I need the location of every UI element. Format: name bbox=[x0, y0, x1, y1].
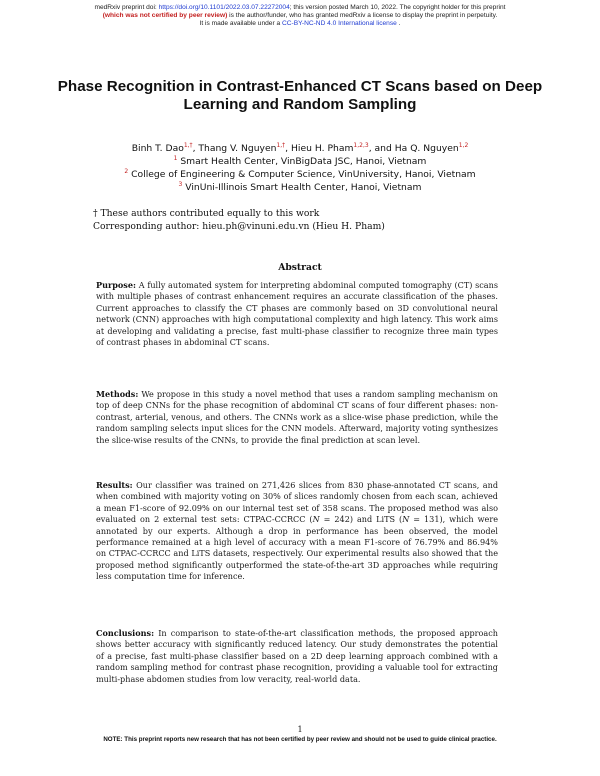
header-suffix: ; this version posted March 10, 2022. The copyright holder for this preprint bbox=[289, 4, 506, 11]
results-label: Results: bbox=[96, 480, 133, 490]
author-affiliation-mark: 1,† bbox=[183, 142, 193, 149]
purpose-text: A fully automated system for interpreting abdominal computed tomography (CT) scans with multiple phases of contrast enhancement requires an accurate classification of the phases. Current approaches to classify the CT phases are commonly based on 3D convolutional neural network (CNN) approaches with high computational complexity and high latency. This work aims at developing and validating a precise, fast multi-phase classifier to recognize three main types of contrast phases in abdominal CT scans. bbox=[96, 280, 498, 348]
doi-link[interactable]: https://doi.org/10.1101/2022.03.07.22272004 bbox=[158, 4, 290, 11]
preprint-header-line-3 bbox=[0, 20, 600, 28]
paper-title: Phase Recognition in Contrast-Enhanced CT Scans based on Deep Learning and Random Sampling bbox=[57, 78, 543, 113]
affiliation-3 bbox=[40, 178, 560, 194]
affiliation-number: 1 bbox=[173, 155, 178, 162]
preprint-header-line-2 bbox=[0, 12, 600, 20]
license-link[interactable]: CC-BY-NC-ND 4.0 International license bbox=[281, 20, 397, 27]
author-affiliation-mark: 1,† bbox=[276, 142, 286, 149]
methods-text: We propose in this study a novel method that uses a random sampling mechanism on top of deep CNNs for the phase recognition of abdominal CT scans of four different phases: non-contrast, arterial, venous, and others. The CNNs work as a slice-wise phase prediction, while the random sampling selects input slices for the CNN models. Afterward, majority voting synthesizes the slice-wise results of the CNNs, to provide the final prediction at scan level. bbox=[96, 389, 498, 445]
author-affiliation-mark: 1,2 bbox=[458, 142, 469, 149]
header-suffix-3: . bbox=[396, 20, 401, 27]
author-name: , Thang V. Nguyen bbox=[192, 143, 277, 154]
methods-label: Methods: bbox=[96, 389, 139, 399]
header-prefix-3: It is made available under a bbox=[199, 20, 282, 27]
conclusions-label: Conclusions: bbox=[96, 628, 155, 638]
affiliation-text: Smart Health Center, VinBigData JSC, Hanoi, Vietnam bbox=[177, 156, 427, 167]
peer-review-warning: (which was not certified by peer review) bbox=[102, 12, 228, 19]
preprint-footer-note: NOTE: This preprint reports new research that has not been certified by peer review and should not be used to guide clinical practice. bbox=[103, 736, 497, 743]
abstract-methods bbox=[96, 389, 498, 446]
author-name: , Hieu H. Pham bbox=[285, 143, 354, 154]
affiliation-number: 3 bbox=[178, 181, 183, 188]
affiliation-number: 2 bbox=[124, 168, 129, 175]
equal-contribution-note: † These authors contributed equally to this work bbox=[93, 208, 320, 219]
page-number: 1 bbox=[297, 725, 303, 734]
author-name: Binh T. Dao bbox=[131, 143, 184, 154]
author-affiliation-mark: 1,2,3 bbox=[353, 142, 369, 149]
header-license-text: is the author/funder, who has granted medRxiv a license to display the preprint in perpetuity. bbox=[227, 12, 498, 19]
abstract-results bbox=[96, 480, 498, 583]
affiliation-text: College of Engineering & Computer Science, VinUniversity, Hanoi, Vietnam bbox=[128, 169, 476, 180]
corresponding-author-note: Corresponding author: hieu.ph@vinuni.edu.vn (Hieu H. Pham) bbox=[93, 221, 385, 232]
affiliation-text: VinUni-Illinois Smart Health Center, Hanoi, Vietnam bbox=[182, 182, 422, 193]
results-text: = 131), which were annotated by our experts. Although a drop in performance has been observed, the model performance remained at a high level of accuracy with a mean F1-score of 76.79% and 86.94% on CTPAC-CCRCC and LiTS datasets, respectively. Our experimental results also showed that the proposed method significantly outperformed the state-of-the-art 3D approaches while requiring less computation time for inference. bbox=[96, 514, 498, 582]
header-prefix: medRxiv preprint doi: bbox=[94, 4, 159, 11]
variable-n: N bbox=[402, 514, 410, 525]
abstract-heading: Abstract bbox=[278, 262, 322, 273]
conclusions-text: In comparison to state-of-the-art classification methods, the proposed approach shows better accuracy with significantly reduced latency. Our study demonstrates the potential of a precise, fast multi-phase classifier based on a 2D deep learning approach combined with a random sampling method for contrast phase recognition, providing a valuable tool for extracting multi-phase abdomen studies from low veracity, real-world data. bbox=[96, 628, 498, 684]
variable-n: N bbox=[312, 514, 320, 525]
preprint-header-line-1 bbox=[0, 4, 600, 12]
purpose-label: Purpose: bbox=[96, 280, 136, 290]
results-text: = 242) and LiTS ( bbox=[319, 514, 403, 525]
author-name: , and Ha Q. Nguyen bbox=[368, 143, 459, 154]
abstract-purpose bbox=[96, 280, 498, 348]
abstract-conclusions bbox=[96, 628, 498, 685]
results-text: Our classifier was trained on 271,426 slices from 830 phase-annotated CT scans, and when combined with majority voting on 30% of slices randomly chosen from each scan, achieved a mean F1-score of 92.09% on our internal test set of 358 scans. The proposed method was also evaluated on 2 external test sets: CTPAC-CCRCC ( bbox=[96, 480, 498, 525]
